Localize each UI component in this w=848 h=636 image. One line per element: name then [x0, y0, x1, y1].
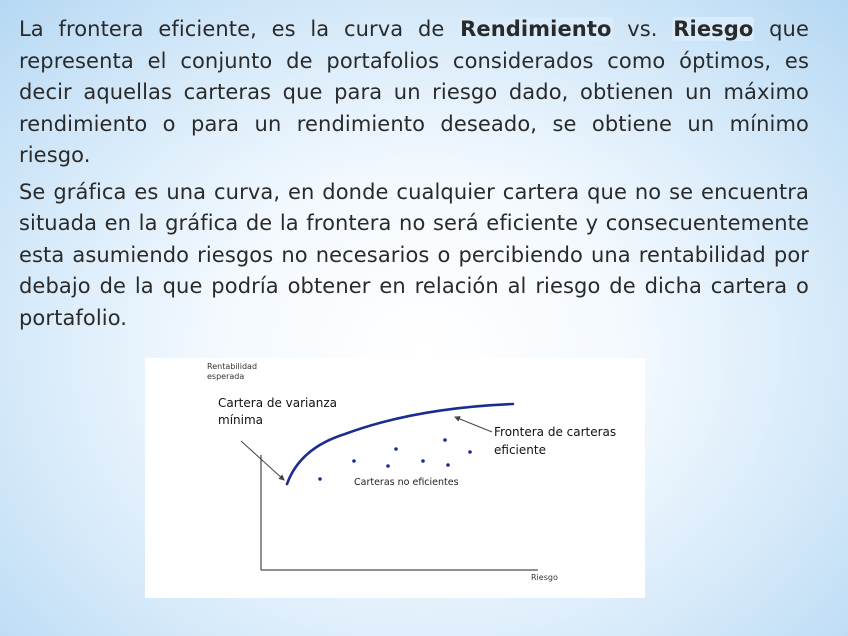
y-axis-label: Rentabilidad esperada: [207, 362, 258, 381]
inefficient-portfolios: [318, 438, 472, 481]
paragraph1-rest: que representa el conjunto de portafolios considerados como óptimos, es decir aquellas carteras que para un riesgo dado, obtienen un máximo rendimiento o para un rendimiento deseado, se obtiene un mínimo riesgo.: [19, 17, 809, 167]
frontier-label-arrow: [455, 417, 492, 432]
highlight-rendimiento: Rendimiento: [460, 17, 612, 41]
inefficient-portfolio-dot: [446, 463, 450, 467]
efficient-frontier-figure: [145, 358, 645, 598]
efficient-frontier-label: Frontera de carteras eficiente: [494, 425, 617, 457]
inefficient-portfolio-dot: [468, 450, 472, 454]
paragraph1-vs: vs.: [612, 17, 673, 41]
paragraph-frontera-definicion: [19, 14, 809, 172]
inefficient-portfolio-dot: [386, 464, 390, 468]
x-axis-label: Riesgo: [531, 573, 558, 582]
paragraph-grafica-descripcion: Se gráfica es una curva, en donde cualquier cartera que no se encuentra situada en la gráfica de la frontera no será eficiente y consecuentemente esta asumiendo riesgos no necesarios o percibiendo una rentabilidad por debajo de la que podría obtener en relación al riesgo de dicha cartera o portafolio.: [19, 179, 809, 330]
paragraph1-intro: La frontera eficiente, es la curva de: [19, 17, 460, 41]
inefficient-portfolio-dot: [318, 477, 322, 481]
highlight-riesgo: Riesgo: [673, 17, 754, 41]
slide-body: [19, 14, 809, 334]
inefficient-portfolio-dot: [352, 459, 356, 463]
min-variance-label: Cartera de varianza mínima: [218, 396, 338, 427]
min-variance-arrow: [241, 441, 284, 480]
inefficient-portfolio-dot: [421, 459, 425, 463]
inefficient-portfolios-label: Carteras no eficientes: [354, 477, 459, 488]
inefficient-portfolio-dot: [394, 447, 398, 451]
inefficient-portfolio-dot: [443, 438, 447, 442]
